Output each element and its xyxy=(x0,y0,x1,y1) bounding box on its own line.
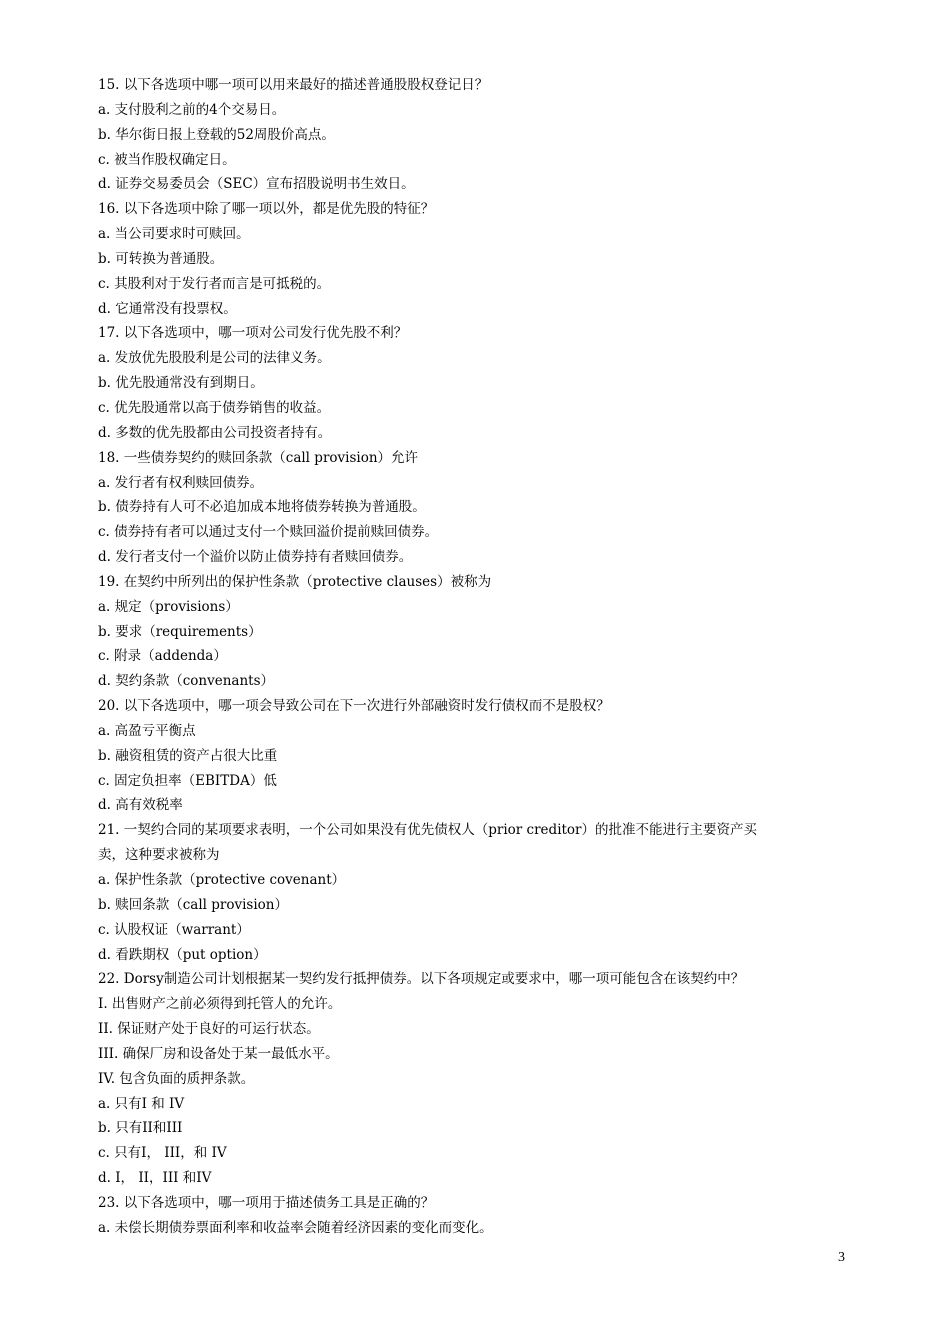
text-line: 23. 以下各选项中，哪一项用于描述债务工具是正确的？ xyxy=(98,1194,435,1211)
text-line: c. 附录（addenda） xyxy=(98,648,227,665)
text-line: 19. 在契约中所列出的保护性条款（protective clauses）被称为 xyxy=(98,573,492,590)
text-line: a. 规定（provisions） xyxy=(98,598,239,615)
text-line: c. 优先股通常以高于债券销售的收益。 xyxy=(98,399,331,416)
text-line: a. 当公司要求时可赎回。 xyxy=(98,226,250,243)
text-line: IV. 包含负面的质押条款。 xyxy=(98,1070,255,1087)
text-line: 17. 以下各选项中，哪一项对公司发行优先股不利？ xyxy=(98,325,408,342)
text-line: 22. Dorsy制造公司计划根据某一契约发行抵押债券。以下各项规定或要求中，哪一项可能包含在该契约中？ xyxy=(98,971,745,988)
text-line: d. 多数的优先股都由公司投资者持有。 xyxy=(98,424,332,441)
question-text-block xyxy=(98,73,858,1241)
page-number: 3 xyxy=(838,1250,845,1265)
text-line: c. 固定负担率（EBITDA）低 xyxy=(98,772,277,789)
text-line: III. 确保厂房和设备处于某一最低水平。 xyxy=(98,1045,339,1062)
text-line: II. 保证财产处于良好的可运行状态。 xyxy=(98,1021,320,1038)
text-line: 18. 一些债券契约的赎回条款（call provision）允许 xyxy=(98,449,419,466)
text-line: a. 发放优先股股利是公司的法律义务。 xyxy=(98,350,331,367)
text-line: d. 证券交易委员会（SEC）宣布招股说明书生效日。 xyxy=(98,176,415,193)
text-line: a. 保护性条款（protective covenant） xyxy=(98,872,346,888)
text-line: b. 只有II和III xyxy=(98,1120,183,1137)
text-line: a. 发行者有权利赎回债券。 xyxy=(98,474,264,491)
text-line: a. 高盈亏平衡点 xyxy=(98,722,196,739)
text-line: d. I， II，III 和IV xyxy=(98,1170,212,1187)
text-line: d. 发行者支付一个溢价以防止债券持有者赎回债券。 xyxy=(98,549,413,566)
text-line: b. 债券持有人可不必追加成本地将债券转换为普通股。 xyxy=(98,499,426,516)
text-line: 16. 以下各选项中除了哪一项以外，都是优先股的特征？ xyxy=(98,201,435,218)
text-line: b. 华尔街日报上登载的52周股价高点。 xyxy=(98,126,335,143)
text-line: d. 高有效税率 xyxy=(98,797,183,814)
text-line: b. 可转换为普通股。 xyxy=(98,250,224,267)
text-line: c. 被当作股权确定日。 xyxy=(98,151,236,168)
text-line: 15. 以下各选项中哪一项可以用来最好的描述普通股股权登记日？ xyxy=(98,77,489,93)
text-line: b. 要求（requirements） xyxy=(98,623,262,640)
text-line: 20. 以下各选项中，哪一项会导致公司在下一次进行外部融资时发行债权而不是股权？ xyxy=(98,698,610,715)
text-line: c. 债券持有者可以通过支付一个赎回溢价提前赎回债券。 xyxy=(98,524,439,541)
text-line: 卖，这种要求被称为 xyxy=(98,847,220,864)
text-line: c. 认股权证（warrant） xyxy=(98,921,250,938)
text-line: c. 其股利对于发行者而言是可抵税的。 xyxy=(98,275,331,292)
text-line: 21. 一契约合同的某项要求表明，一个公司如果没有优先债权人（prior creditor）的批准不能进行主要资产买 xyxy=(98,822,758,839)
text-line: d. 契约条款（convenants） xyxy=(98,673,275,690)
text-line: b. 融资租赁的资产占很大比重 xyxy=(98,747,278,764)
text-line: a. 未偿长期债券票面利率和收益率会随着经济因素的变化而变化。 xyxy=(98,1219,493,1236)
text-line: d. 看跌期权（put option） xyxy=(98,946,267,963)
text-line: d. 它通常没有投票权。 xyxy=(98,300,237,317)
text-line: b. 优先股通常没有到期日。 xyxy=(98,375,264,392)
text-line: a. 支付股利之前的4个交易日。 xyxy=(98,101,286,118)
text-line: c. 只有I， III，和 IV xyxy=(98,1145,227,1162)
text-line: a. 只有I 和 IV xyxy=(98,1095,185,1112)
text-line: b. 赎回条款（call provision） xyxy=(98,896,288,913)
text-line: I. 出售财产之前必须得到托管人的允许。 xyxy=(98,996,342,1013)
